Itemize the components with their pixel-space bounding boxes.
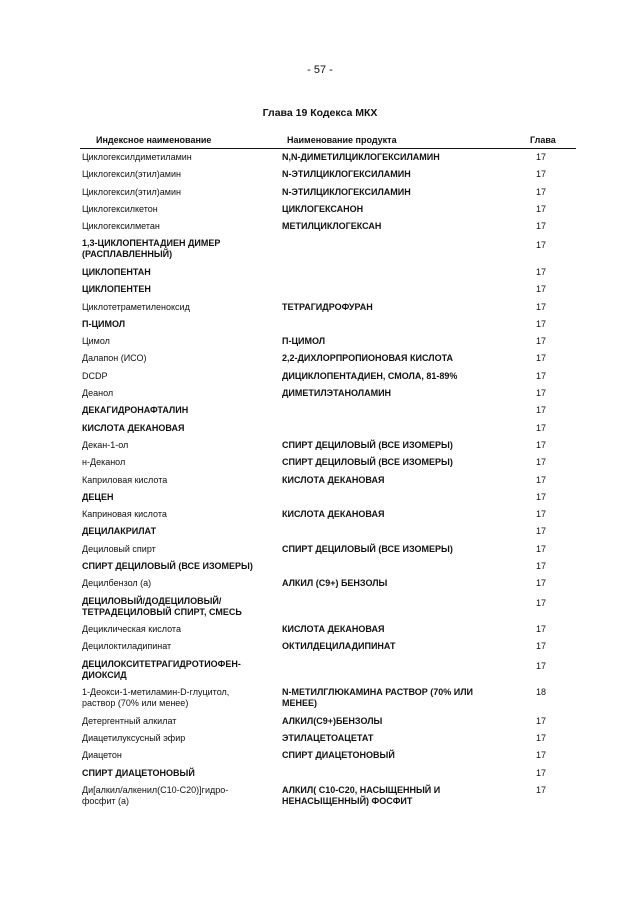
chapter-cell: 17 <box>536 750 547 761</box>
table-row <box>0 220 640 237</box>
chapter-cell: 17 <box>536 405 547 416</box>
index-name-cell: ДЕЦИЛАКРИЛАТ <box>82 526 157 537</box>
chapter-cell: 17 <box>536 422 547 433</box>
table-row <box>0 439 640 456</box>
table-row <box>0 318 640 335</box>
product-name-cell: СПИРТ ДИАЦЕТОНОВЫЙ <box>282 750 395 761</box>
table-row <box>0 560 640 577</box>
product-name-cell: КИСЛОТА ДЕКАНОВАЯ <box>282 624 385 635</box>
product-name-cell: П-ЦИМОЛ <box>282 336 326 347</box>
chapter-cell: 17 <box>536 388 547 399</box>
chapter-cell: 17 <box>536 660 547 671</box>
chapter-cell: 17 <box>536 491 547 502</box>
chapter-cell: 17 <box>536 624 547 635</box>
chapter-cell: 17 <box>536 284 547 295</box>
table-row <box>0 301 640 318</box>
index-name-cell: ДЕЦИЛОКСИТЕТРАГИДРОТИОФЕН- ДИОКСИД <box>82 658 241 680</box>
chapter-cell: 17 <box>536 767 547 778</box>
table-row <box>0 370 640 387</box>
index-name-cell: Циклогексилметан <box>82 221 160 232</box>
product-name-cell: КИСЛОТА ДЕКАНОВАЯ <box>282 509 385 520</box>
index-name-cell: ДЕЦИЛОВЫЙ/ДОДЕЦИЛОВЫЙ/ ТЕТРАДЕЦИЛОВЫЙ СПИРТ, СМЕСЬ <box>82 595 242 617</box>
chapter-cell: 17 <box>536 353 547 364</box>
table-row <box>0 686 640 715</box>
table-row <box>0 186 640 203</box>
chapter-cell: 17 <box>536 733 547 744</box>
index-name-cell: Циклогексил(этил)амин <box>82 169 181 180</box>
table-row <box>0 283 640 300</box>
table-row <box>0 456 640 473</box>
index-name-cell: ДЕКАГИДРОНАФТАЛИН <box>82 405 189 416</box>
chapter-cell: 17 <box>536 318 547 329</box>
table-row <box>0 658 640 687</box>
index-name-cell: Циклогексилдиметиламин <box>82 152 192 162</box>
chapter-cell: 17 <box>536 186 547 197</box>
chapter-cell: 17 <box>536 474 547 485</box>
product-name-cell: МЕТИЛЦИКЛОГЕКСАН <box>282 221 382 232</box>
chapter-cell: 18 <box>536 687 547 698</box>
product-name-cell: N,N-ДИМЕТИЛЦИКЛОГЕКСИЛАМИН <box>282 152 440 162</box>
index-name-cell: Циклотетраметиленоксид <box>82 301 190 312</box>
product-name-cell: СПИРТ ДЕЦИЛОВЫЙ (ВСЕ ИЗОМЕРЫ) <box>282 543 453 554</box>
table-row <box>0 508 640 525</box>
product-name-cell: N-ЭТИЛЦИКЛОГЕКСИЛАМИН <box>282 186 411 197</box>
chapter-cell: 17 <box>536 641 547 652</box>
index-name-cell: 1,3-ЦИКЛОПЕНТАДИЕН ДИМЕР (РАСПЛАВЛЕННЫЙ) <box>82 238 221 260</box>
product-name-cell: СПИРТ ДЕЦИЛОВЫЙ (ВСЕ ИЗОМЕРЫ) <box>282 457 453 468</box>
index-name-cell: Диацетон <box>82 750 122 761</box>
index-name-cell: Декан-1-ол <box>82 439 129 450</box>
chapter-cell: 17 <box>536 221 547 232</box>
chapter-cell: 17 <box>536 370 547 381</box>
table-row <box>0 335 640 352</box>
index-name-cell: Циклогексилкетон <box>82 203 158 214</box>
product-name-cell: АЛКИЛ( С10-С20, НАСЫЩЕННЫЙ И НЕНАСЫЩЕННЫЙ) ФОСФИТ <box>282 784 441 806</box>
chapter-cell: 17 <box>536 439 547 450</box>
table-row <box>0 203 640 220</box>
column-header-index: Индексное наименование <box>96 135 212 145</box>
index-name-cell: Далапон (ИСО) <box>82 353 147 364</box>
product-name-cell: ОКТИЛДЕЦИЛАДИПИНАТ <box>282 641 396 652</box>
chapter-cell: 17 <box>536 240 547 251</box>
index-name-cell: Ди[алкил/алкенил(С10-С20)]гидро- фосфит (а) <box>82 784 229 806</box>
index-name-cell: Диацетилуксусный эфир <box>82 733 186 744</box>
table-row <box>0 784 640 813</box>
index-name-cell: Цимол <box>82 336 110 347</box>
index-name-cell: Деанол <box>82 388 114 399</box>
table-row <box>0 422 640 439</box>
table-row <box>0 640 640 657</box>
table-row <box>0 474 640 491</box>
table-row <box>0 543 640 560</box>
index-table <box>0 151 640 812</box>
index-name-cell: Децилоктиладипинат <box>82 641 172 652</box>
chapter-cell: 17 <box>536 457 547 468</box>
index-name-cell: СПИРТ ДЕЦИЛОВЫЙ (ВСЕ ИЗОМЕРЫ) <box>82 561 253 572</box>
chapter-cell: 17 <box>536 152 547 162</box>
chapter-cell: 17 <box>536 266 547 277</box>
product-name-cell: 2,2-ДИХЛОРПРОПИОНОВАЯ КИСЛОТА <box>282 353 454 364</box>
product-name-cell: СПИРТ ДЕЦИЛОВЫЙ (ВСЕ ИЗОМЕРЫ) <box>282 439 453 450</box>
index-name-cell: Дециловый спирт <box>82 543 156 554</box>
table-row <box>0 767 640 784</box>
index-name-cell: П-ЦИМОЛ <box>82 318 126 329</box>
chapter-cell: 17 <box>536 203 547 214</box>
table-row <box>0 623 640 640</box>
table-row <box>0 577 640 594</box>
chapter-cell: 17 <box>536 336 547 347</box>
page-number: - 57 - <box>307 64 333 76</box>
chapter-cell: 17 <box>536 597 547 608</box>
index-name-cell: Детергентный алкилат <box>82 715 177 726</box>
product-name-cell: АЛКИЛ (С9+) БЕНЗОЛЫ <box>282 578 388 589</box>
index-name-cell: Децилбензол (а) <box>82 578 152 589</box>
document-title: Глава 19 Кодекса МКХ <box>262 107 378 119</box>
chapter-cell: 17 <box>536 578 547 589</box>
table-row <box>0 525 640 542</box>
index-name-cell: Циклогексил(этил)амин <box>82 186 181 197</box>
table-row <box>0 749 640 766</box>
header-divider <box>80 148 576 149</box>
index-name-cell: н-Деканол <box>82 457 126 468</box>
table-row <box>0 404 640 421</box>
column-header-chapter: Глава <box>530 135 556 145</box>
chapter-cell: 17 <box>536 526 547 537</box>
index-name-cell: КИСЛОТА ДЕКАНОВАЯ <box>82 422 185 433</box>
product-name-cell: АЛКИЛ(С9+)БЕНЗОЛЫ <box>282 715 383 726</box>
table-row <box>0 151 640 168</box>
chapter-cell: 17 <box>536 169 547 180</box>
index-name-cell: ДЕЦЕН <box>82 491 114 502</box>
table-row <box>0 715 640 732</box>
index-name-cell: СПИРТ ДИАЦЕТОНОВЫЙ <box>82 767 195 778</box>
product-name-cell: ДИЦИКЛОПЕНТАДИЕН, СМОЛА, 81-89% <box>282 370 458 381</box>
product-name-cell: ТЕТРАГИДРОФУРАН <box>282 301 373 312</box>
chapter-cell: 17 <box>536 561 547 572</box>
chapter-cell: 17 <box>536 301 547 312</box>
product-name-cell: N-ЭТИЛЦИКЛОГЕКСИЛАМИН <box>282 169 411 180</box>
product-name-cell: КИСЛОТА ДЕКАНОВАЯ <box>282 474 385 485</box>
table-row <box>0 352 640 369</box>
chapter-cell: 17 <box>536 543 547 554</box>
table-row <box>0 387 640 404</box>
product-name-cell: ЦИКЛОГЕКСАНОН <box>282 203 364 214</box>
chapter-cell: 17 <box>536 715 547 726</box>
table-row <box>0 732 640 749</box>
chapter-cell: 17 <box>536 509 547 520</box>
product-name-cell: ЭТИЛАЦЕТОАЦЕТАТ <box>282 733 374 744</box>
index-name-cell: DCDP <box>82 370 108 381</box>
table-row <box>0 491 640 508</box>
index-name-cell: Каприловая кислота <box>82 474 168 485</box>
table-row <box>0 266 640 283</box>
index-name-cell: Дециклическая кислота <box>82 624 181 635</box>
index-name-cell: ЦИКЛОПЕНТЕН <box>82 284 151 295</box>
table-row <box>0 595 640 624</box>
table-row <box>0 237 640 266</box>
product-name-cell: N-МЕТИЛГЛЮКАМИНА РАСТВОР (70% ИЛИ МЕНЕЕ) <box>282 687 474 709</box>
column-header-product: Наименование продукта <box>287 135 397 145</box>
index-name-cell: 1-Деокси-1-метиламин-D-глуцитол, раствор (70% или менее) <box>82 687 230 709</box>
index-name-cell: Каприновая кислота <box>82 509 167 520</box>
table-row <box>0 168 640 185</box>
index-name-cell: ЦИКЛОПЕНТАН <box>82 266 151 277</box>
product-name-cell: ДИМЕТИЛЭТАНОЛАМИН <box>282 388 392 399</box>
chapter-cell: 17 <box>536 784 547 795</box>
